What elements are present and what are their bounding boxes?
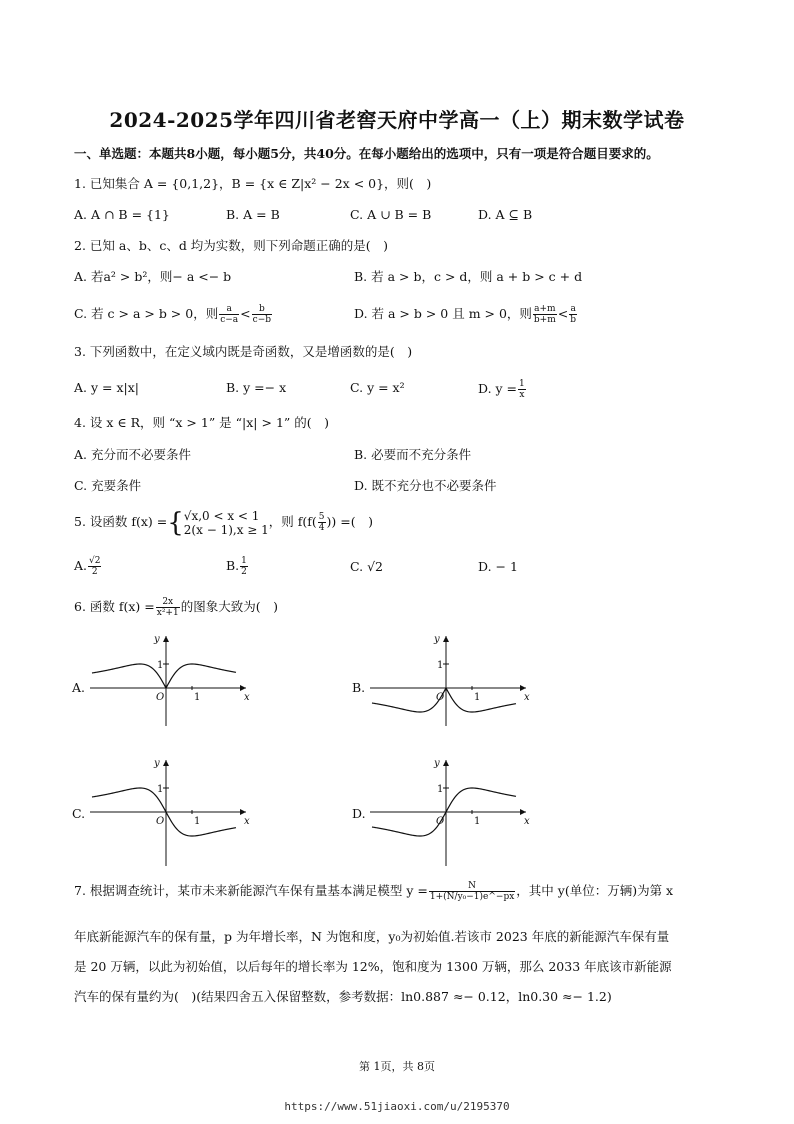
x-axis-arrow xyxy=(240,809,246,815)
y-axis-label: y xyxy=(434,634,440,645)
q2-d-den-2: b xyxy=(570,315,577,325)
q5-brace: { xyxy=(167,507,184,538)
q5-stem xyxy=(74,508,373,537)
q2-d-den-1: b+m xyxy=(533,315,556,325)
q5-a-num: √2 xyxy=(89,556,101,566)
q3-option-a: A. y = x|x| xyxy=(74,380,139,395)
q5-post-end: )) =( ) xyxy=(326,514,373,529)
q5-den: 4 xyxy=(318,523,325,533)
q7-line-3: 是 20 万辆，以此为初始值，以后每年的增长率为 12%，饱和度为 1300 万辆，那么 2033 年底该市新能源 xyxy=(74,959,672,974)
y-tick-label: 1 xyxy=(157,784,164,795)
q5-a-fraction xyxy=(88,556,101,577)
q5-fraction xyxy=(318,512,326,533)
graph-a-label: A. xyxy=(72,680,86,695)
q3-d-fraction xyxy=(518,379,526,400)
y-axis-arrow xyxy=(163,760,169,766)
origin-label: O xyxy=(436,816,445,827)
page-title: 2024-2025学年四川省老窖天府中学高一（上）期末数学试卷 xyxy=(109,108,685,132)
q7-line-1 xyxy=(74,878,673,904)
q7-line-4: 汽车的保有量约为( )(结果四舍五入保留整数，参考数据：ln0.887 ≈− 0.12，ln0.30 ≈− 1.2) xyxy=(74,989,612,1004)
q3-option-d-text: D. y = xyxy=(478,381,518,396)
q5-cases xyxy=(184,509,269,537)
q3-option-b: B. y =− x xyxy=(226,380,287,395)
watermark-url: https://www.51jiaoxi.com/u/2195370 xyxy=(284,1100,510,1113)
q5-option-d: D. − 1 xyxy=(478,559,518,574)
q6-num: 2x xyxy=(156,597,180,608)
q4-option-c: C. 充要条件 xyxy=(74,478,142,493)
graph-b xyxy=(368,628,538,728)
curve xyxy=(92,664,236,688)
q5-num: 5 xyxy=(318,512,325,522)
q4-option-a: A. 充分而不必要条件 xyxy=(74,447,191,462)
graph-c-label: C. xyxy=(72,806,86,821)
y-axis-label: y xyxy=(434,758,440,769)
q5-b-den: 2 xyxy=(241,567,247,577)
q2-d-fraction-2 xyxy=(569,304,577,325)
q6-stem xyxy=(74,597,278,618)
y-axis-arrow xyxy=(443,760,449,766)
q2-c-den-2: c−b xyxy=(252,315,271,325)
q7-line-1-text: 7. 根据调查统计，某市未来新能源汽车保有量基本满足模型 y = xyxy=(74,883,428,898)
q7-line-1-post: ，其中 y(单位：万辆)为第 x xyxy=(516,883,674,898)
q2-c-num-1: a xyxy=(219,304,239,315)
origin-label: O xyxy=(156,816,165,827)
q2-c-fraction-1 xyxy=(219,304,239,325)
graph-c xyxy=(88,752,258,868)
q2-option-b: B. 若 a > b，c > d，则 a + b > c + d xyxy=(354,269,583,284)
q7-num: N xyxy=(429,881,515,892)
q3-d-num: 1 xyxy=(519,379,525,389)
q6-fraction xyxy=(156,597,180,618)
y-tick-label: 1 xyxy=(437,660,444,671)
q2-c-fraction-2 xyxy=(252,304,272,325)
q2-option-d-text: D. 若 a > b > 0 且 m > 0，则 xyxy=(354,306,532,321)
x-axis-label: x xyxy=(524,816,530,827)
x-axis-label: x xyxy=(524,692,530,703)
y-axis-arrow xyxy=(443,636,449,642)
q5-b-fraction xyxy=(240,556,248,577)
q1-stem: 1. 已知集合 A = {0,1,2}，B = {x ∈ Z|x² − 2x < 0}，则( ) xyxy=(74,176,432,191)
q5-stem-text: 5. 设函数 f(x) = xyxy=(74,514,168,529)
y-axis-label: y xyxy=(154,758,160,769)
q3-option-c: C. y = x² xyxy=(350,380,405,395)
y-tick-label: 1 xyxy=(437,784,444,795)
q5-case-2: 2(x − 1),x ≥ 1 xyxy=(183,522,269,537)
x-axis-arrow xyxy=(520,809,526,815)
q1-option-d: D. A ⊆ B xyxy=(478,207,533,222)
x-axis-arrow xyxy=(520,685,526,691)
q3-stem: 3. 下列函数中，在定义域内既是奇函数，又是增函数的是( ) xyxy=(74,344,413,359)
y-tick-label: 1 xyxy=(157,660,164,671)
q2-option-d xyxy=(354,304,578,325)
q3-option-d xyxy=(478,379,527,400)
q5-option-a-text: A. xyxy=(74,558,88,573)
q1-option-c: C. A ∪ B = B xyxy=(350,207,432,222)
q2-d-num-2: a xyxy=(570,304,576,314)
q6-stem-text: 6. 函数 f(x) = xyxy=(74,599,155,614)
x-axis-label: x xyxy=(244,816,250,827)
q4-option-d: D. 既不充分也不必要条件 xyxy=(354,478,497,493)
x-axis-arrow xyxy=(240,685,246,691)
q2-d-num-1: a+m xyxy=(534,304,556,314)
q2-stem: 2. 已知 a、b、c、d 均为实数，则下列命题正确的是( ) xyxy=(74,238,389,253)
origin-label: O xyxy=(156,692,165,703)
q7-den: 1+(N/y₀−1)e^−px xyxy=(429,892,515,902)
q5-case-1: √x,0 < x < 1 xyxy=(183,508,260,523)
q5-b-num: 1 xyxy=(241,556,247,566)
y-axis-label: y xyxy=(154,634,160,645)
q4-option-b: B. 必要而不充分条件 xyxy=(354,447,472,462)
origin-label: O xyxy=(436,692,445,703)
q5-option-a xyxy=(74,556,102,577)
q7-line-2: 年底新能源汽车的保有量，p 为年增长率，N 为饱和度，y₀为初始值.若该市 2023 年底的新能源汽车保有量 xyxy=(74,929,670,944)
q5-option-b-text: B. xyxy=(226,558,240,573)
section-heading: 一、单选题：本题共8小题，每小题5分，共40分。在每小题给出的选项中，只有一项是符合题目要求的。 xyxy=(74,146,659,161)
page-footer: 第 1页，共 8页 xyxy=(359,1060,435,1073)
x-axis-label: x xyxy=(244,692,250,703)
graph-d xyxy=(368,752,538,868)
q6-den: x²+1 xyxy=(156,608,179,618)
q5-option-b xyxy=(226,556,249,577)
q5-a-den: 2 xyxy=(91,567,98,577)
q3-d-den: x xyxy=(519,390,525,400)
q2-d-lt: < xyxy=(557,306,569,321)
q5-option-c: C. √2 xyxy=(350,559,383,574)
x-tick-label: 1 xyxy=(474,816,481,827)
x-tick-label: 1 xyxy=(194,692,201,703)
q2-c-num-2: b xyxy=(252,304,272,315)
q2-c-lt: < xyxy=(240,306,251,321)
y-axis-arrow xyxy=(163,636,169,642)
graph-b-label: B. xyxy=(352,680,366,695)
graph-d-label: D. xyxy=(352,806,366,821)
q2-option-c xyxy=(74,304,273,325)
q5-post-text: ，则 f(f( xyxy=(268,514,317,529)
q7-fraction xyxy=(429,881,515,902)
q1-option-b: B. A = B xyxy=(226,207,280,222)
graph-a xyxy=(88,628,258,728)
x-tick-label: 1 xyxy=(194,816,201,827)
q1-option-a: A. A ∩ B = {1} xyxy=(74,207,170,222)
q2-option-a: A. 若a² > b²，则− a <− b xyxy=(74,269,232,284)
q4-stem: 4. 设 x ∈ R，则 “x > 1” 是 “|x| > 1” 的( ) xyxy=(74,415,330,430)
q2-d-fraction-1 xyxy=(533,304,557,325)
q6-post-text: 的图象大致为( ) xyxy=(180,599,278,614)
q2-option-c-text: C. 若 c > a > b > 0，则 xyxy=(74,306,219,321)
q2-c-den-1: c−a xyxy=(220,315,239,325)
x-tick-label: 1 xyxy=(474,692,481,703)
